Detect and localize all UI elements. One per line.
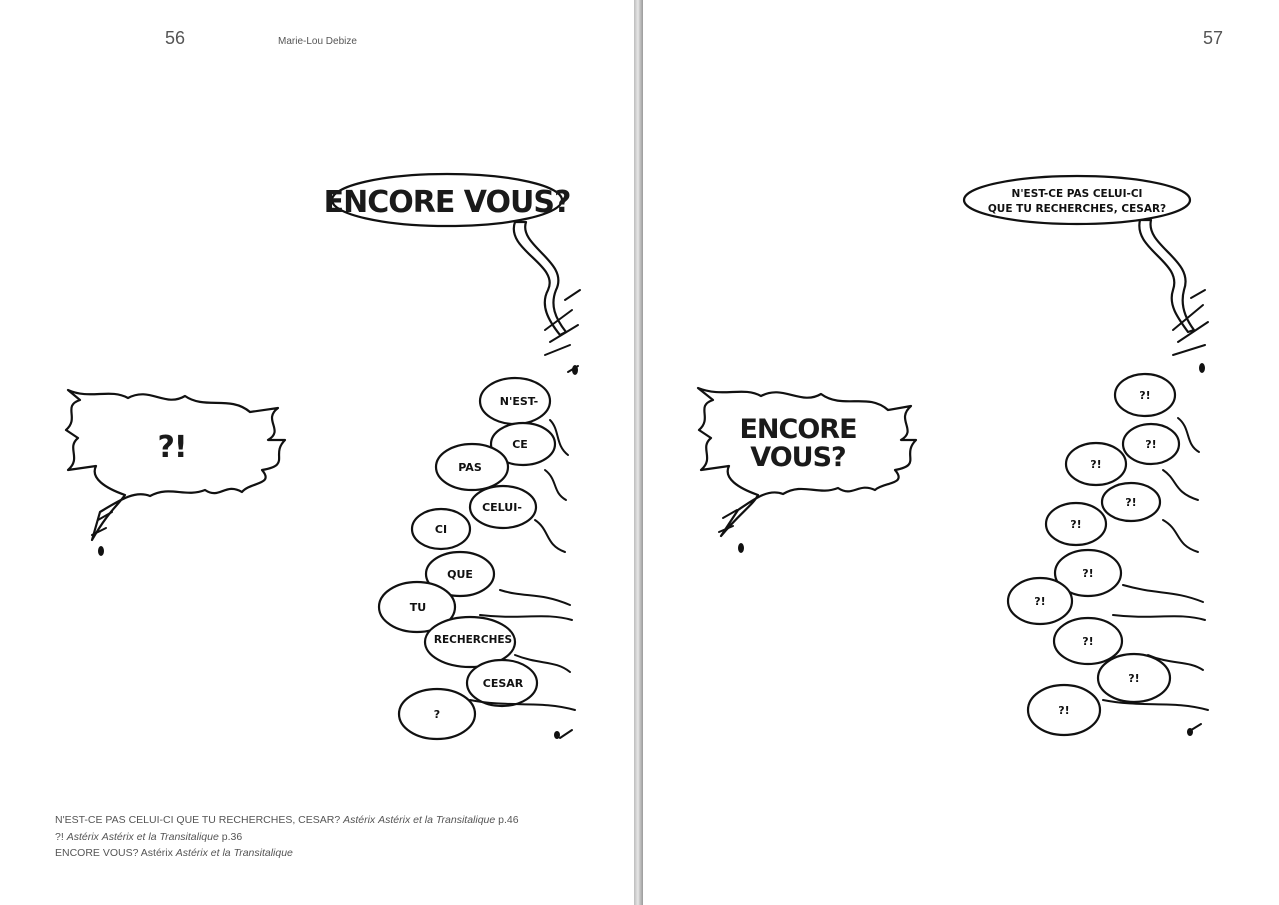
stack-text: ?! <box>1034 595 1046 608</box>
stack-text: N'EST- <box>499 395 539 408</box>
speech-balloon-tail <box>1139 220 1194 332</box>
stack-text: CI <box>434 523 448 536</box>
credit-line: ?! Astérix Astérix et la Transitalique p.36 <box>55 830 243 843</box>
exclamation-burst-balloon <box>66 390 285 540</box>
balloon-text-line: N'EST-CE PAS CELUI-CI <box>1011 188 1143 200</box>
speech-balloon-tail <box>514 222 566 335</box>
balloon-text-encore-vous: ENCORE VOUS? <box>323 185 571 220</box>
stack-text: ?! <box>1128 672 1140 685</box>
page-number: 57 <box>1203 28 1224 48</box>
stack-text: PAS <box>458 461 482 474</box>
source-credits <box>55 812 519 862</box>
book-gutter <box>634 0 643 905</box>
stack-text: ?! <box>1070 518 1082 531</box>
stack-text: CESAR <box>482 677 524 690</box>
stack-text: QUE <box>447 568 473 581</box>
stack-text: ?! <box>1125 496 1137 509</box>
credit-line: ENCORE VOUS? Astérix Astérix et la Transitalique <box>55 847 293 859</box>
speech-balloon <box>964 176 1190 224</box>
right-page <box>643 0 1279 905</box>
comic-illustration-right <box>643 0 1279 905</box>
stack-text: ?! <box>1082 635 1094 648</box>
stack-text: RECHERCHES <box>433 634 513 646</box>
comic-illustration-left <box>0 0 634 905</box>
stack-text: CE <box>512 438 528 451</box>
stack-text: CELUI- <box>482 501 522 514</box>
stack-text: ? <box>433 708 441 721</box>
stack-text: ?! <box>1145 438 1157 451</box>
running-header-author: Marie-Lou Debize <box>278 36 357 47</box>
burst-text: ENCORE <box>739 414 857 445</box>
page-number: 56 <box>165 28 186 48</box>
stack-text: TU <box>409 601 427 614</box>
burst-text: ?! <box>157 430 187 465</box>
stack-text: ?! <box>1090 458 1102 471</box>
stack-text: ?! <box>1082 567 1094 580</box>
stack-text: ?! <box>1139 389 1151 402</box>
stack-text: ?! <box>1058 704 1070 717</box>
credit-line: N'EST-CE PAS CELUI-CI QUE TU RECHERCHES, CESAR? Astérix Astérix et la Transitalique p.46 <box>55 814 519 826</box>
burst-text: VOUS? <box>750 442 846 473</box>
left-page <box>0 0 634 905</box>
balloon-text-line: QUE TU RECHERCHES, CESAR? <box>987 203 1167 215</box>
